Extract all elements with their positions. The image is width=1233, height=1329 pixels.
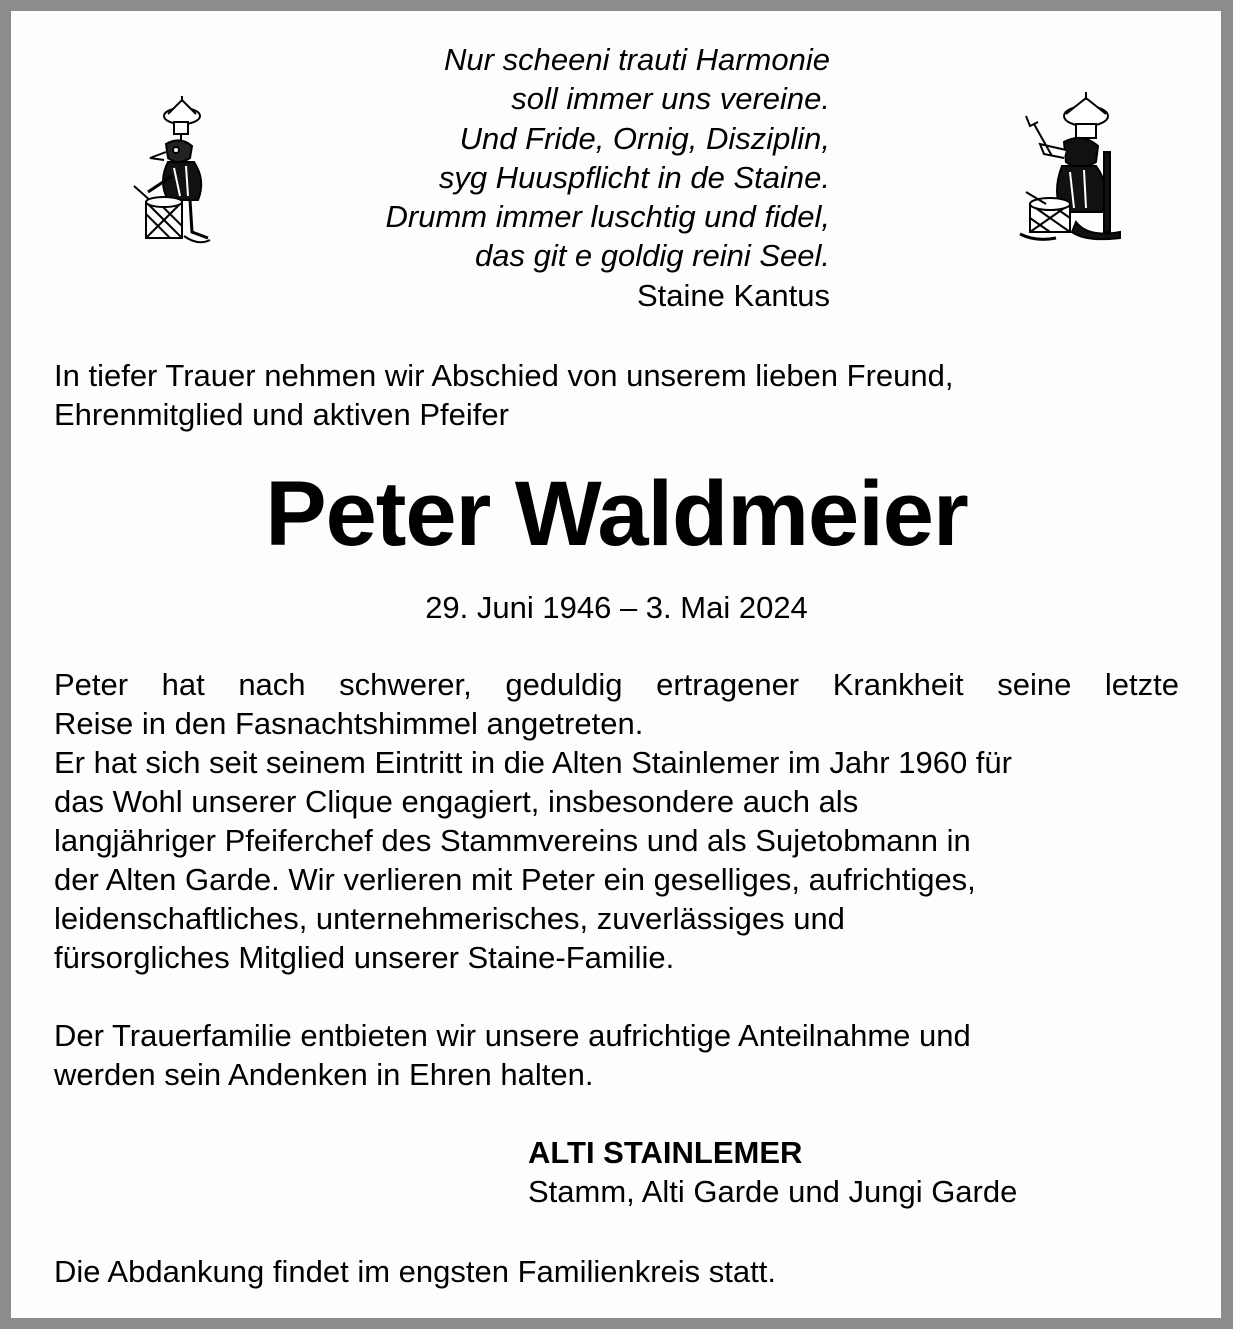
intro-text [54, 356, 1184, 434]
intro-line: In tiefer Trauer nehmen wir Abschied von unserem lieben Freund, [54, 358, 954, 393]
funeral-notice: Die Abdankung findet im engsten Familienkreis statt. [54, 1254, 776, 1289]
poem-line: Drumm immer luschtig und fidel, [385, 199, 830, 235]
tribute-line: Reise in den Fasnachtshimmel angetreten. [54, 706, 644, 741]
tribute-line: Peter hat nach schwerer, geduldig ertragener Krankheit seine letzte [54, 667, 1179, 702]
tribute-line: Er hat sich seit seinem Eintritt in die Alten Stainlemer im Jahr 1960 für [54, 745, 1012, 780]
tribute-line: der Alten Garde. Wir verlieren mit Peter ein geselliges, aufrichtiges, [54, 862, 976, 897]
tribute-line: das Wohl unserer Clique engagiert, insbesondere auch als [54, 784, 859, 819]
deceased-name: Peter Waldmeier [265, 463, 968, 565]
tribute-line: langjähriger Pfeiferchef des Stammvereins und als Sujetobmann in [54, 823, 971, 858]
life-dates: 29. Juni 1946 – 3. Mai 2024 [425, 590, 808, 625]
organization-name: ALTI STAINLEMER [528, 1135, 803, 1170]
poem-line: syg Huuspflicht in de Staine. [438, 159, 830, 195]
drummer-icon [128, 96, 214, 248]
poem-line: Nur scheeni trauti Harmonie [444, 42, 830, 77]
poem-line: Und Fride, Ornig, Disziplin, [459, 120, 830, 156]
condolence-line: werden sein Andenken in Ehren halten. [54, 1057, 594, 1092]
poem-line: das git e goldig reini Seel. [474, 238, 830, 274]
intro-line: Ehrenmitglied und aktiven Pfeifer [54, 397, 509, 432]
poem-block [200, 40, 830, 315]
condolence-text [54, 1016, 1184, 1094]
poem-line: soll immer uns vereine. [511, 81, 830, 117]
tribute-text [54, 665, 1179, 977]
organization-subtitle: Stamm, Alti Garde und Jungi Garde [528, 1174, 1018, 1209]
tribute-line: leidenschaftliches, unternehmerisches, zuverlässiges und [54, 901, 845, 936]
signature-block [528, 1133, 1168, 1211]
poem-author: Staine Kantus [636, 277, 830, 313]
drummer-with-lantern-icon [1016, 92, 1124, 242]
tribute-line: fürsorgliches Mitglied unserer Staine-Familie. [54, 940, 675, 975]
condolence-line: Der Trauerfamilie entbieten wir unsere aufrichtige Anteilnahme und [54, 1018, 971, 1053]
